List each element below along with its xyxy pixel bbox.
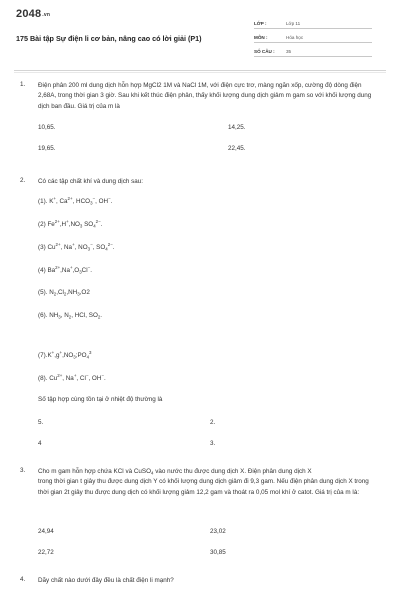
question-4: 4. Dãy chất nào dưới đây đều là chất điện li mạnh?	[20, 576, 372, 586]
answer-option[interactable]: 24,94	[38, 528, 54, 535]
meta-count: SỐ CÂU : 35	[254, 45, 372, 57]
ion-set-2: (2) $Fe^{2+},H^+,NO_3$ $SO_4^{2-}$.	[38, 219, 103, 229]
answer-option[interactable]: 5.	[38, 419, 44, 426]
answer-option[interactable]: 14,25.	[228, 124, 246, 132]
question-2-text: Có các tập chất khí và dung dịch sau:	[38, 178, 144, 185]
question-2: 2. Có các tập chất khí và dung dịch sau: (1). K+, $Ca^{2+}$, $HCO_3^-$, OH−. (2) $Fe^{2+},H^+,NO_3$ $SO_4^{2-}$. (3) $Cu^{2+}$, Na+, $NO_3^-$, $SO_4^{2-}$. (4) $Ba^{2+},Na^+,O_3Cl^-$. (5). $N_2,Cl_2,NH_3,O2$ (6). $NH_3$, $N_2$, HCl, $SO_2$. $(7).K^+,g^+,NO_3;PO_4^3$ (8). $Cu^{2+}$, Na+, Cl−, OH−. Số tập hợp cùng tồn tại ở nhiệt độ thường là 5. 2. 4 3.	[20, 177, 372, 187]
question-1: 1. Điện phân 200 ml dung dịch hỗn hợp MgCl2 1M và NaCl 1M, với điện cực trơ, màng ngăn xốp, cường độ dòng điện 2,68A, trong thời gian 3 giờ. Sau khi kết thúc điện phân, thấy khối lượng dung dịch giảm m gam so với khối lượng dung dịch ban đầu. Giá trị của m là 10,65. 14,25. 19,65. 22,45.	[20, 81, 372, 153]
answer-option[interactable]: 10,65.	[38, 124, 56, 132]
meta-panel	[254, 17, 372, 59]
meta-class: LỚP : Lớp 11	[254, 17, 372, 29]
ion-set-3: (3) $Cu^{2+}$, Na+, $NO_3^-$, $SO_4^{2-}$.	[38, 242, 115, 252]
answer-option[interactable]: 22,72	[38, 549, 54, 556]
answer-option[interactable]: 19,65.	[38, 145, 56, 153]
site-logo[interactable]: 2048.vn	[16, 8, 51, 20]
question-3: 3. Cho m gam hỗn hợp chứa KCl và CuSO$_4$ vào nước thu được dung dịch X. Điện phân dung dịch X trong thời gian t giây thu được dung dịch Y có khối lượng dung dịch giảm đi 9,3 gam. Nếu điện phân dung dịch X trong thời gian 2t giây thu được dung dịch có khối lượng giảm 12,2 gam và thoát ra 0,05 mol khí ở catot. Giá trị của m là: 24,94 23,02 22,72 30,85	[20, 467, 372, 498]
question-2-prompt: Số tập hợp cùng tồn tại ở nhiệt độ thường là	[38, 396, 163, 403]
answer-option[interactable]: 3.	[210, 440, 216, 447]
header-divider	[14, 70, 386, 71]
answer-option[interactable]: 4	[38, 440, 42, 447]
ion-set-1: (1). K+, $Ca^{2+}$, $HCO_3^-$, OH−.	[38, 196, 113, 206]
question-3-text: Cho m gam hỗn hợp chứa KCl và CuSO$_4$ vào nước thu được dung dịch X. Điện phân dung dịch X	[38, 468, 312, 476]
meta-subject: MÔN : Hóa học	[254, 31, 372, 43]
question-1-options	[38, 112, 372, 152]
question-1-text: Điện phân 200 ml dung dịch hỗn hợp MgCl2 1M và NaCl 1M, với điện cực trơ, màng ngăn xốp, cường độ dòng điện 2,68A, trong thời gian 3 giờ. Sau khi kết thúc điện phân, thấy khối lượng dung dịch giảm m gam so với khối lượng dung dịch ban đầu. Giá trị của m là	[38, 82, 372, 110]
header	[14, 6, 386, 62]
header-divider-secondary	[14, 72, 386, 73]
answer-option[interactable]: 23,02	[210, 528, 226, 535]
answer-option[interactable]: 30,85	[210, 549, 226, 556]
answer-option[interactable]: 2.	[210, 419, 216, 426]
ion-set-7: $(7).K^+,g^+,NO_3;PO_4^3$	[38, 350, 92, 360]
page-title: 175 Bài tập Sự điện li cơ bản, nâng cao có lời giải (P1)	[16, 34, 202, 43]
ion-set-8: (8). $Cu^{2+}$, Na+, Cl−, OH−.	[38, 373, 106, 382]
ion-set-4: (4) $Ba^{2+},Na^+,O_3Cl^-$.	[38, 265, 92, 275]
ion-set-5: (5). $N_2,Cl_2,NH_3,O2$	[38, 289, 90, 297]
ion-set-6: (6). $NH_3$, $N_2$, HCl, $SO_2$.	[38, 312, 103, 320]
question-3-text-cont: trong thời gian t giây thu được dung dịch Y có khối lượng dung dịch giảm đi 9,3 gam. Nếu điện phân dung dịch X trong thời gian 2t giây thu được dung dịch có khối lượng giảm 12,2 gam và thoát ra 0,05 mol khí ở catot. Giá trị của m là:	[38, 478, 369, 496]
question-4-text: Dãy chất nào dưới đây đều là chất điện li mạnh?	[38, 577, 174, 584]
answer-option[interactable]: 22,45.	[228, 145, 246, 153]
